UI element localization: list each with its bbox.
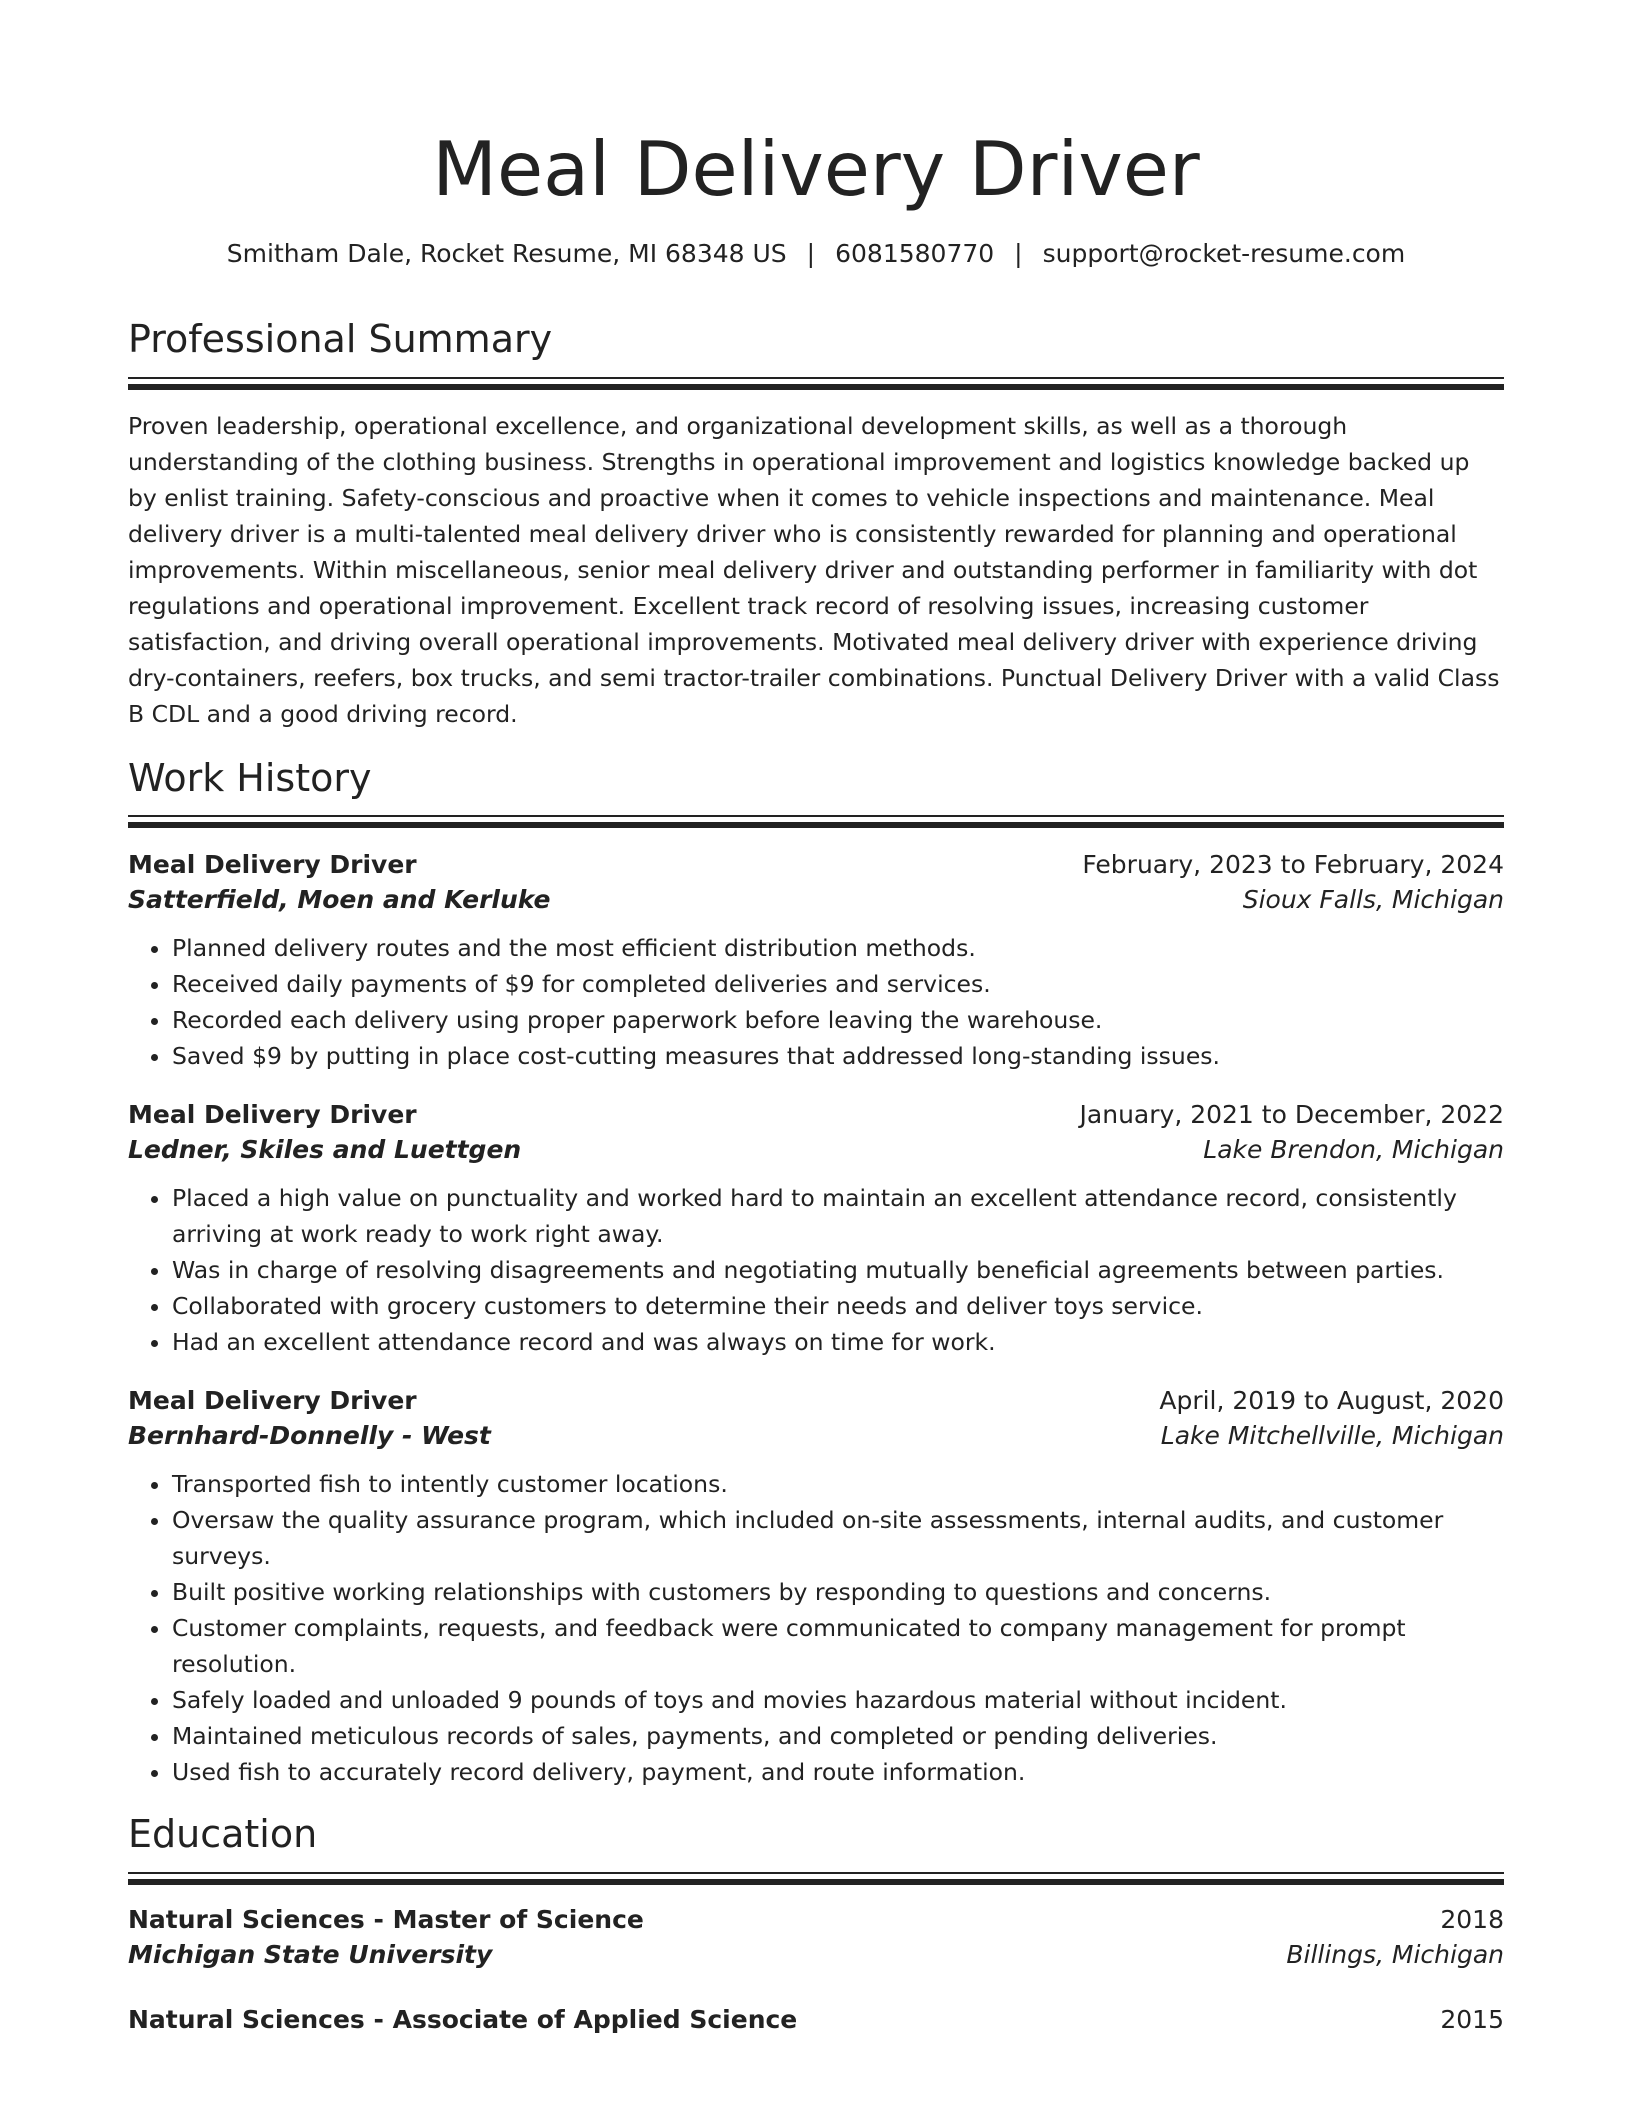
work-history-heading: Work History <box>128 755 372 800</box>
job-company: Satterfield, Moen and Kerluke <box>128 885 551 915</box>
contact-email: support@rocket-resume.com <box>1042 239 1406 268</box>
job-entry <box>128 1386 1504 1790</box>
summary-text: Proven leadership, operational excellence, and organizational development skills, as well as a thorough understanding of the clothing business. Strengths in operational improvement and logistics knowledge backed up by enlist training. Safety-conscious and proactive when it comes to vehicle inspections and maintenance. Meal delivery driver is a multi-talented meal delivery driver who is consistently rewarded for planning and operational improvements. Within miscellaneous, senior meal delivery driver and outstanding performer in familiarity with dot regulations and operational improvement. Excellent track record of resolving issues, increasing customer satisfaction, and driving overall operational improvements. Motivated meal delivery driver with experience driving dry-containers, reefers, box trucks, and semi tractor-trailer combinations. Punctual Delivery Driver with a valid Class B CDL and a good driving record. <box>128 411 1500 728</box>
education-school: Michigan State University <box>128 1939 493 1969</box>
job-bullet: • Safely loaded and unloaded 9 pounds of toys and movies hazardous material without incident. <box>172 1682 1504 1718</box>
job-bullet: • Customer complaints, requests, and feedback were communicated to company management for prompt resolution. <box>172 1610 1504 1682</box>
contact-line <box>128 239 1504 269</box>
job-entry <box>128 850 1504 1074</box>
resume-name: Meal Delivery Driver <box>432 125 1200 213</box>
job-bullet: • Planned delivery routes and the most efficient distribution methods. <box>172 930 1504 966</box>
contact-phone: 6081580770 <box>835 239 995 268</box>
job-company: Ledner, Skiles and Luettgen <box>128 1135 522 1165</box>
education-degree: Natural Sciences - Associate of Applied Science <box>128 2004 798 2034</box>
contact-address: Smitham Dale, Rocket Resume, MI 68348 US <box>226 239 787 268</box>
education-year: 2015 <box>1440 2004 1504 2034</box>
education-heading: Education <box>128 1812 318 1857</box>
job-bullet: • Had an excellent attendance record and was always on time for work. <box>172 1324 1504 1360</box>
job-company: Bernhard-Donnelly - West <box>128 1421 491 1451</box>
job-bullet: • Was in charge of resolving disagreements and negotiating mutually beneficial agreements between parties. <box>172 1252 1504 1288</box>
job-location: Sioux Falls, Michigan <box>1242 885 1504 915</box>
job-bullet: • Recorded each delivery using proper paperwork before leaving the warehouse. <box>172 1002 1504 1038</box>
job-dates: February, 2023 to February, 2024 <box>1082 850 1504 880</box>
summary-heading: Professional Summary <box>128 317 553 361</box>
job-bullet: • Collaborated with grocery customers to determine their needs and deliver toys service. <box>172 1288 1504 1324</box>
job-bullet: • Received daily payments of $9 for completed deliveries and services. <box>172 966 1504 1002</box>
job-bullets <box>128 930 1504 1074</box>
summary-section <box>128 317 1504 732</box>
job-bullet: • Oversaw the quality assurance program, which included on-site assessments, internal audits, and customer surveys. <box>172 1502 1504 1574</box>
education-entry <box>128 2005 1504 2034</box>
section-divider <box>128 377 1504 390</box>
job-bullet: • Used fish to accurately record delivery, payment, and route information. <box>172 1754 1504 1790</box>
contact-separator: | <box>1014 239 1023 268</box>
section-divider <box>128 1872 1504 1885</box>
contact-separator: | <box>806 239 816 268</box>
work-history-section <box>128 756 1504 1791</box>
education-degree: Natural Sciences - Master of Science <box>128 1904 644 1934</box>
section-divider <box>128 815 1504 828</box>
job-bullet: • Maintained meticulous records of sales, payments, and completed or pending deliveries. <box>172 1718 1504 1754</box>
job-bullets <box>128 1180 1504 1360</box>
job-bullets <box>128 1466 1504 1790</box>
job-dates: April, 2019 to August, 2020 <box>1159 1386 1504 1416</box>
education-entry <box>128 1905 1504 1969</box>
education-year: 2018 <box>1440 1904 1504 1934</box>
job-bullet: • Saved $9 by putting in place cost-cutting measures that addressed long-standing issues. <box>172 1038 1504 1074</box>
job-title: Meal Delivery Driver <box>128 1100 417 1130</box>
job-bullet: • Placed a high value on punctuality and worked hard to maintain an excellent attendance record, consistently arriving at work ready to work right away. <box>172 1180 1504 1252</box>
job-entry <box>128 1100 1504 1360</box>
job-title: Meal Delivery Driver <box>128 1386 417 1416</box>
education-location: Billings, Michigan <box>1286 1939 1504 1969</box>
job-location: Lake Brendon, Michigan <box>1203 1135 1504 1165</box>
education-section <box>128 1812 1504 2034</box>
job-bullet: • Transported fish to intently customer locations. <box>172 1466 1504 1502</box>
job-bullet: • Built positive working relationships with customers by responding to questions and concerns. <box>172 1574 1504 1610</box>
job-title: Meal Delivery Driver <box>128 850 417 880</box>
job-dates: January, 2021 to December, 2022 <box>1079 1100 1504 1130</box>
job-location: Lake Mitchellville, Michigan <box>1160 1421 1504 1451</box>
